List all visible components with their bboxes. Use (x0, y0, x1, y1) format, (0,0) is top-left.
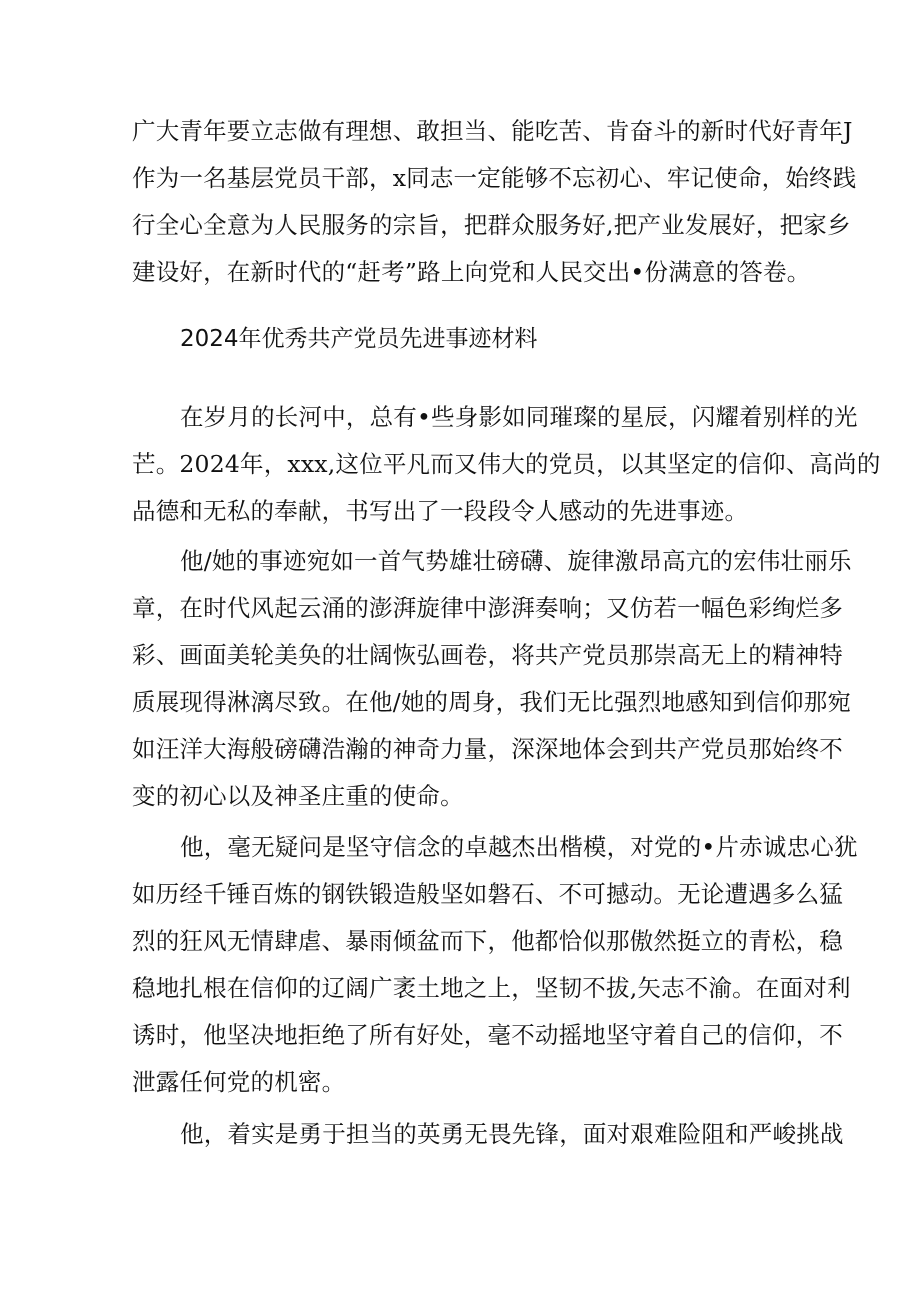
text-line: 行全心全意为人民服务的宗旨，把群众服务好,把产业发展好，把家乡 (132, 211, 851, 239)
text-line: 广大青年要立志做有理想、敢担当、能吃苦、肯奋斗的新时代好青年J (132, 117, 853, 145)
text-line: 变的初心以及神圣庄重的使命。 (132, 782, 464, 810)
text-line: 烈的狂风无情肆虐、暴雨倾盆而下，他都恰似那傲然挺立的青松，稳 (132, 927, 843, 955)
text-line: 他，毫无疑问是坚守信念的卓越杰出楷模，对党的•片赤诚忠心犹 (180, 833, 858, 861)
text-line: 建设好，在新时代的“赶考”路上向党和人民交出•份满意的答卷。 (132, 258, 811, 286)
text-line: 他/她的事迹宛如一首气势雄壮磅礴、旋律激昂高亢的宏伟壮丽乐 (180, 547, 852, 575)
text-line: 彩、画面美轮美奂的壮阔恢弘画卷，将共产党员那崇高无上的精神特 (132, 641, 843, 669)
text-line: 诱时，他坚决地拒绝了所有好处，毫不动摇地坚守着自己的信仰，不 (132, 1021, 843, 1049)
document-heading: 2024年优秀共产党员先进事迹材料 (180, 326, 538, 352)
text-line: 芒。2024年，xxx,这位平凡而又伟大的党员，以其坚定的信仰、高尚的 (132, 450, 881, 478)
text-line: 稳地扎根在信仰的辽阔广袤土地之上，坚韧不拔,矢志不渝。在面对利 (132, 974, 851, 1002)
text-line: 如汪洋大海般磅礴浩瀚的神奇力量，深深地体会到共产党员那始终不 (132, 735, 843, 763)
text-line: 作为一名基层党员干部，x同志一定能够不忘初心、牢记使命，始终践 (132, 164, 857, 192)
text-line: 如历经千锤百炼的钢铁锻造般坚如磐石、不可撼动。无论遭遇多么猛 (132, 880, 843, 908)
text-line: 质展现得淋漓尽致。在他/她的周身，我们无比强烈地感知到信仰那宛 (132, 688, 852, 716)
text-line: 品德和无私的奉献，书写出了一段段令人感动的先进事迹。 (132, 497, 749, 525)
text-line: 在岁月的长河中，总有•些身影如同璀璨的星辰，闪耀着别样的光 (180, 403, 858, 431)
text-line: 泄露任何党的机密。 (132, 1068, 346, 1096)
text-line: 章，在时代风起云涌的澎湃旋律中澎湃奏响；又仿若一幅色彩绚烂多 (132, 594, 843, 622)
text-line: 他，着实是勇于担当的英勇无畏先锋，面对艰难险阻和严峻挑战 (180, 1120, 844, 1148)
